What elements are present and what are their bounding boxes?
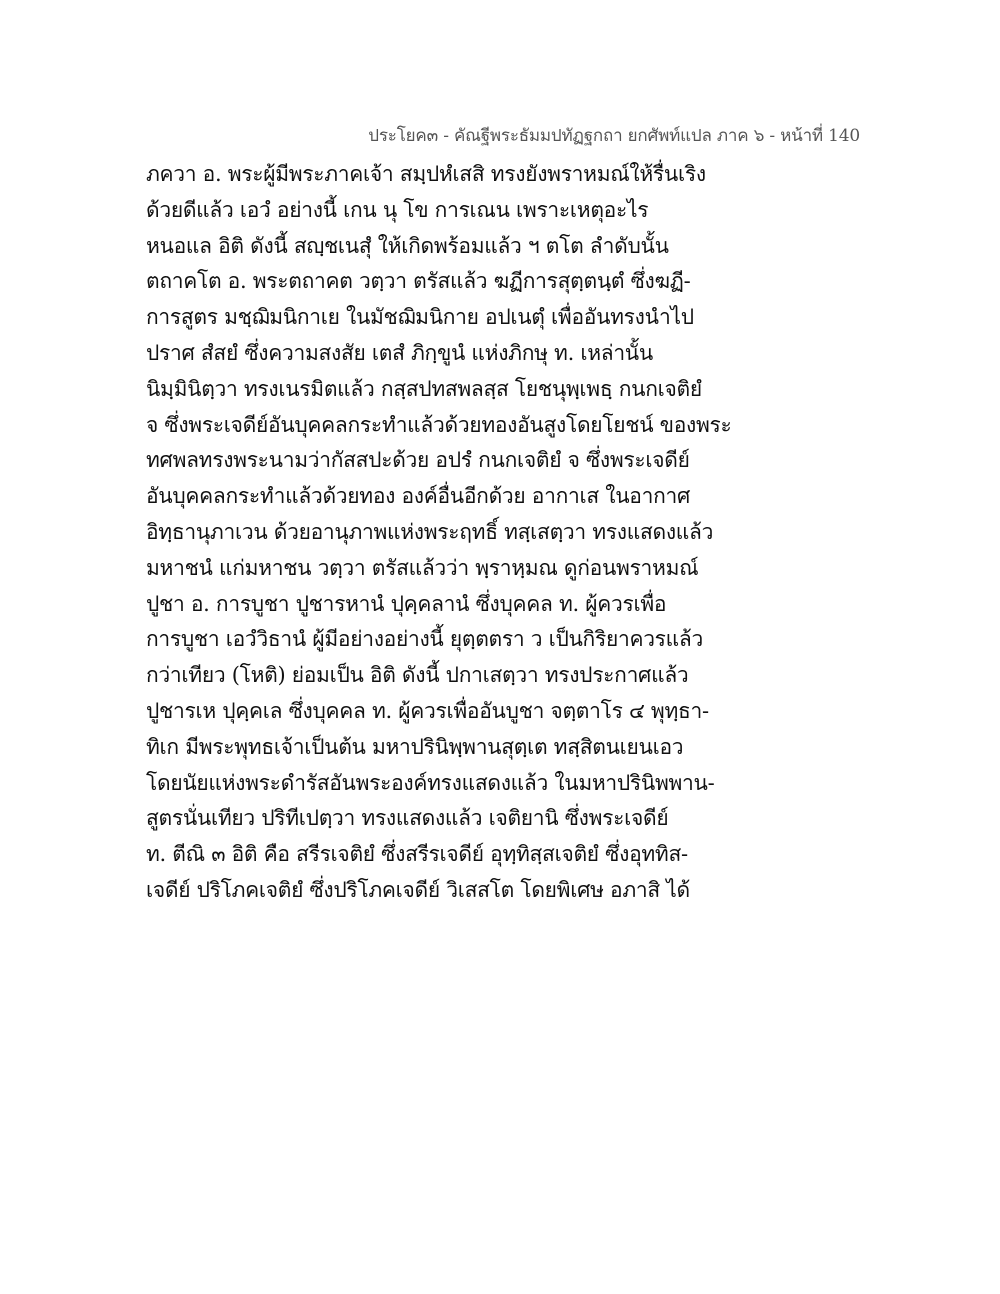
text-line-7: นิมฺมินิตฺวา ทรงเนรมิตแล้ว กสฺสปทสพลสฺส โยชนุพฺเพธฺ กนกเจติยํ	[146, 376, 702, 401]
text-line-11: อิทฺธานุภาเวน ด้วยอานุภาพแห่งพระฤทธิ์ ทสฺเสตฺวา ทรงแสดงแล้ว	[146, 519, 714, 544]
text-line-17: ทิเก มีพระพุทธเจ้าเป็นต้น มหาปรินิพฺพานสุตฺเต ทสฺสิตนเยนเอว	[146, 734, 684, 759]
text-line-5: การสูตร มชฺฌิมนิกาเย ในมัชฌิมนิกาย อปเนตุํ เพื่ออันทรงนำไป	[146, 305, 694, 330]
text-line-9: ทศพลทรงพระนามว่ากัสสปะด้วย อปรํ กนกเจติยํ จ ซึ่งพระเจดีย์	[146, 448, 690, 473]
running-header: ประโยค๓ - คัณฐีพระธัมมปทัฏฐกถา ยกศัพท์แปล ภาค ๖ - หน้าที่ 140	[368, 126, 860, 146]
text-line-16: ปูชารเห ปุคฺคเล ซึ่งบุคคล ท. ผู้ควรเพื่ออันบูชา จตฺตาโร ๔ พุทฺธา-	[146, 698, 709, 723]
text-line-2: ด้วยดีแล้ว เอวํ อย่างนี้ เกน นุ โข การเณน เพราะเหตุอะไร	[146, 197, 649, 222]
text-line-4: ตถาคโต อ. พระตถาคต วตฺวา ตรัสแล้ว ฆฏีการสุตฺตนฺตํ ซึ่งฆฏี-	[146, 269, 691, 294]
text-line-20: ท. ตีณิ ๓ อิติ คือ สรีรเจติยํ ซึ่งสรีรเจดีย์ อุทฺทิสฺสเจติยํ ซึ่งอุททิส-	[146, 842, 688, 867]
text-line-18: โดยนัยแห่งพระดำรัสอันพระองค์ทรงแสดงแล้ว ในมหาปรินิพพาน-	[146, 770, 715, 795]
text-line-6: ปราศ สํสยํ ซึ่งความสงสัย เตสํ ภิกฺขูนํ แห่งภิกษุ ท. เหล่านั้น	[146, 340, 653, 365]
text-line-13: ปูชา อ. การบูชา ปูชารหานํ ปุคฺคลานํ ซึ่งบุคคล ท. ผู้ควรเพื่อ	[146, 591, 667, 616]
text-line-14: การบูชา เอวํวิธานํ ผู้มีอย่างอย่างนี้ ยุตฺตตรา ว เป็นกิริยาควรแล้ว	[146, 627, 703, 652]
text-line-1: ภควา อ. พระผู้มีพระภาคเจ้า สมฺปหํเสสิ ทรงยังพราหมณ์ให้รื่นเริง	[146, 162, 706, 186]
body-text	[146, 157, 870, 909]
text-line-15: กว่าเทียว (โหติ) ย่อมเป็น อิติ ดังนี้ ปกาเสตฺวา ทรงประกาศแล้ว	[146, 663, 689, 688]
text-line-19: สูตรนั่นเทียว ปริทีเปตฺวา ทรงแสดงแล้ว เจติยานิ ซึ่งพระเจดีย์	[146, 806, 669, 831]
text-line-10: อันบุคคลกระทำแล้วด้วยทอง องค์อื่นอีกด้วย อากาเส ในอากาศ	[146, 484, 691, 509]
text-line-21: เจดีย์ ปริโภคเจติยํ ซึ่งปริโภคเจดีย์ วิเสสโต โดยพิเศษ อภาสิ ได้	[146, 877, 690, 902]
text-line-8: จ ซึ่งพระเจดีย์อันบุคคลกระทำแล้วด้วยทองอันสูงโดยโยชน์ ของพระ	[146, 412, 732, 437]
text-line-3: หนอแล อิติ ดังนี้ สญฺชเนสุํ ให้เกิดพร้อมแล้ว ฯ ตโต ลำดับนั้น	[146, 233, 669, 258]
text-line-12: มหาชนํ แก่มหาชน วตฺวา ตรัสแล้วว่า พฺราหฺมณ ดูก่อนพราหมณ์	[146, 555, 699, 580]
